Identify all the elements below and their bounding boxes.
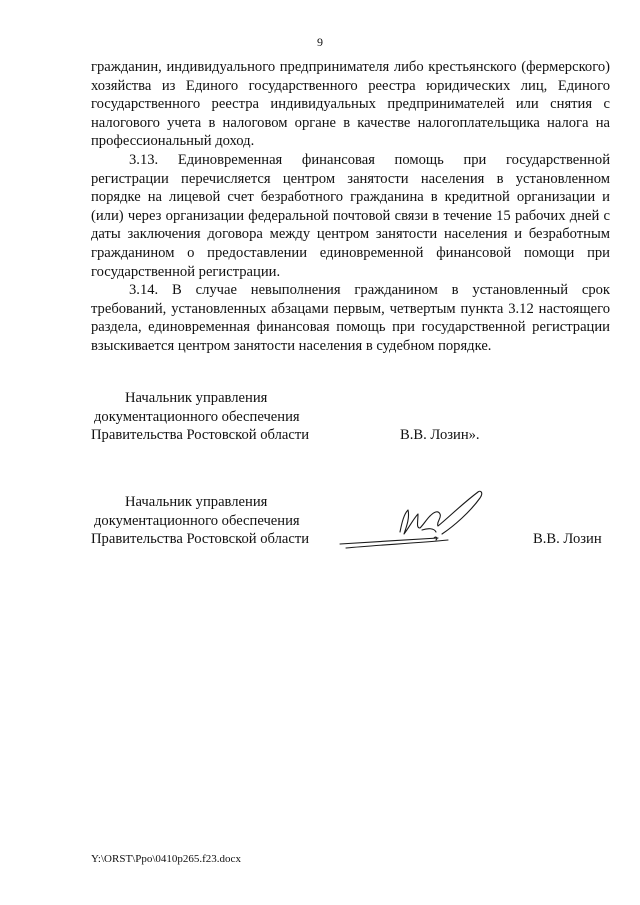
handwritten-signature [338, 488, 490, 554]
paragraph-3-13: 3.13. Единовременная финансовая помощь при государственной регистрации перечисляется центром занятости населения в установленном порядке на лицевой счет безработного гражданина в кредитной организации и (или) через организации федеральной почтовой связи в течение 15 рабочих дней с даты заключения договора между центром занятости населения и безработным гражданином о предоставлении единовременной финансовой помощи при государственной регистрации. [91, 151, 610, 280]
signer-title-line-1: Начальник управления [125, 390, 268, 406]
page-number: 9 [317, 35, 323, 49]
document-body [91, 58, 610, 356]
signer-name-quoted: В.В. Лозин». [400, 427, 480, 443]
signer-title-line-1: Начальник управления [125, 494, 268, 510]
paragraph-continuation: гражданин, индивидуального предпринимателя либо крестьянского (фермерского) хозяйства из Единого государственного реестра юридических лиц, Единого государственного реестра индивидуальных предпринимателей или снятия с налогового учета в налоговом органе в качестве налогоплательщика налога на профессиональный доход. [91, 59, 610, 150]
footer-file-path: Y:\ORST\Ppo\0410p265.f23.docx [91, 853, 241, 865]
signer-title-line-3: Правительства Ростовской области [91, 427, 310, 444]
signer-name-final: В.В. Лозин [533, 531, 602, 547]
signer-title-line-3: Правительства Ростовской области [91, 531, 310, 548]
signature-block-final [91, 493, 351, 549]
signer-title-line-2: документационного обеспечения [94, 512, 300, 529]
signer-title-line-2: документационного обеспечения [94, 408, 300, 425]
paragraph-3-14: 3.14. В случае невыполнения гражданином в установленный срок требований, установленных абзацами первым, четвертым пункта 3.12 настоящего раздела, единовременная финансовая помощь при государственной регистрации взыскивается центром занятости населения в судебном порядке. [91, 282, 610, 354]
signature-block-quoted [91, 389, 351, 445]
